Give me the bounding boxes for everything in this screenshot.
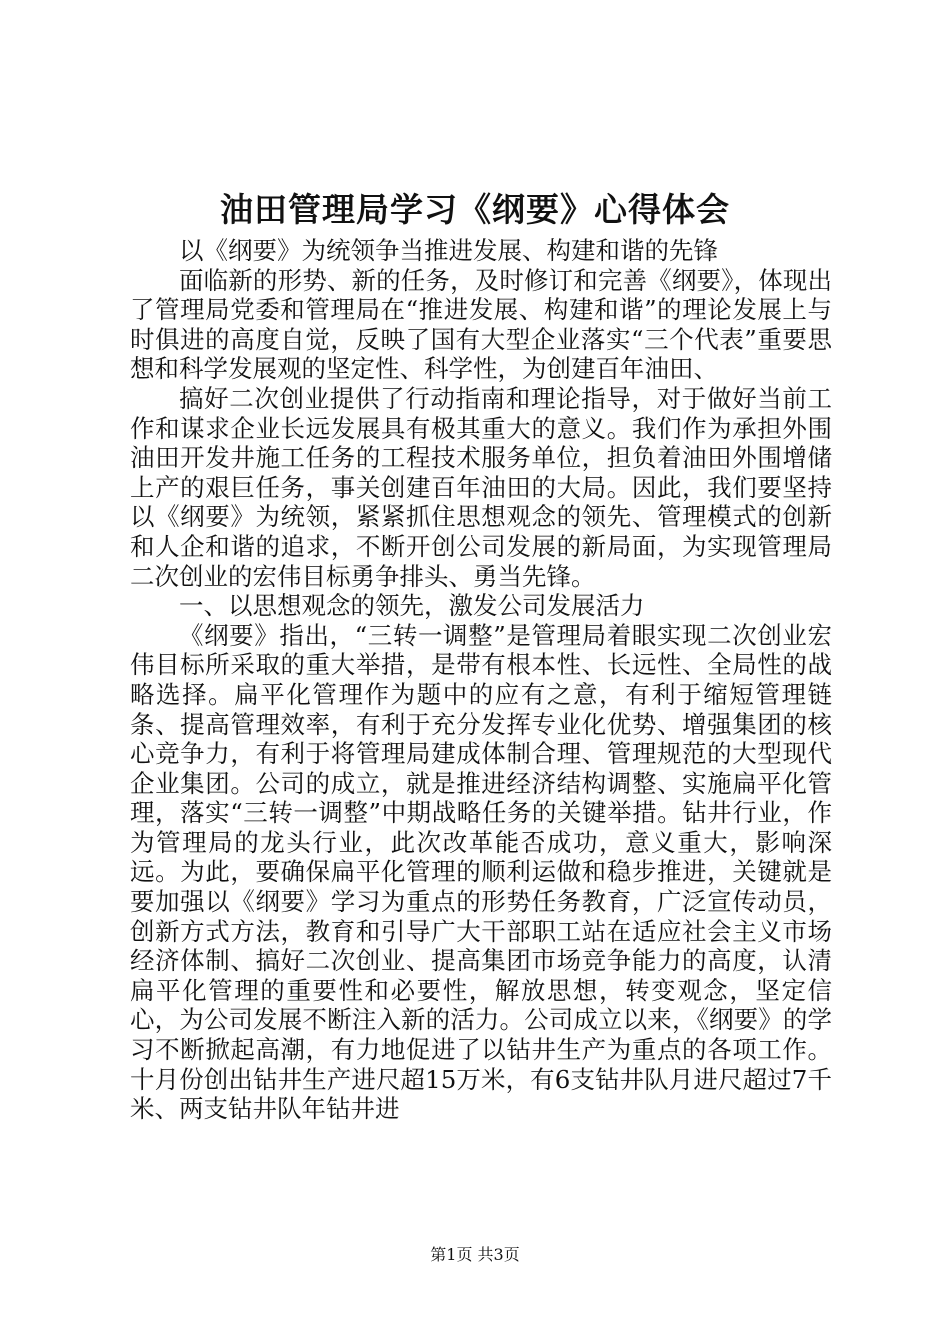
document-body: [130, 236, 832, 1124]
body-paragraph: 面临新的形势、新的任务，及时修订和完善《纲要》，体现出了管理局党委和管理局在“推进发展、构建和谐”的理论发展上与时俱进的高度自觉，反映了国有大型企业落实“三个代表”重要思想和科学发展观的坚定性、科学性，为创建百年油田、: [130, 265, 832, 384]
body-paragraph: 搞好二次创业提供了行动指南和理论指导，对于做好当前工作和谋求企业长远发展具有极其重大的意义。我们作为承担外围油田开发井施工任务的工程技术服务单位，担负着油田外围增储上产的艰巨任务，事关创建百年油田的大局。因此，我们要坚持以《纲要》为统领，紧紧抓住思想观念的领先、管理模式的创新和人企和谐的追求，不断开创公司发展的新局面，为实现管理局二次创业的宏伟目标勇争排头、勇当先锋。: [130, 383, 832, 591]
body-paragraph: 《纲要》指出，“三转一调整”是管理局着眼实现二次创业宏伟目标所采取的重大举措，是带有根本性、长远性、全局性的战略选择。扁平化管理作为题中的应有之意，有利于缩短管理链条、提高管理效率，有利于充分发挥专业化优势、增强集团的核心竞争力，有利于将管理局建成体制合理、管理规范的大型现代企业集团。公司的成立，就是推进经济结构调整、实施扁平化管理，落实“三转一调整”中期战略任务的关键举措。钻井行业，作为管理局的龙头行业，此次改革能否成功，意义重大，影响深远。为此，要确保扁平化管理的顺利运做和稳步推进，关键就是要加强以《纲要》学习为重点的形势任务教育，广泛宣传动员，创新方式方法，教育和引导广大干部职工站在适应社会主义市场经济体制、搞好二次创业、提高集团市场竞争能力的高度，认清扁平化管理的重要性和必要性，解放思想，转变观念，坚定信心，为公司发展不断注入新的活力。公司成立以来，《纲要》的学习不断掀起高潮，有力地促进了以钻井生产为重点的各项工作。十月份创出钻井生产进尺超15万米，有6支钻井队月进尺超过7千米、两支钻井队年钻井进: [130, 620, 832, 1124]
document-title: 油田管理局学习《纲要》心得体会: [220, 190, 730, 229]
section-heading: 一、以思想观念的领先，激发公司发展活力: [179, 591, 645, 621]
page-number-footer: 第1页 共3页: [430, 1245, 520, 1264]
subtitle-paragraph: 以《纲要》为统领争当推进发展、构建和谐的先锋: [179, 236, 718, 265]
